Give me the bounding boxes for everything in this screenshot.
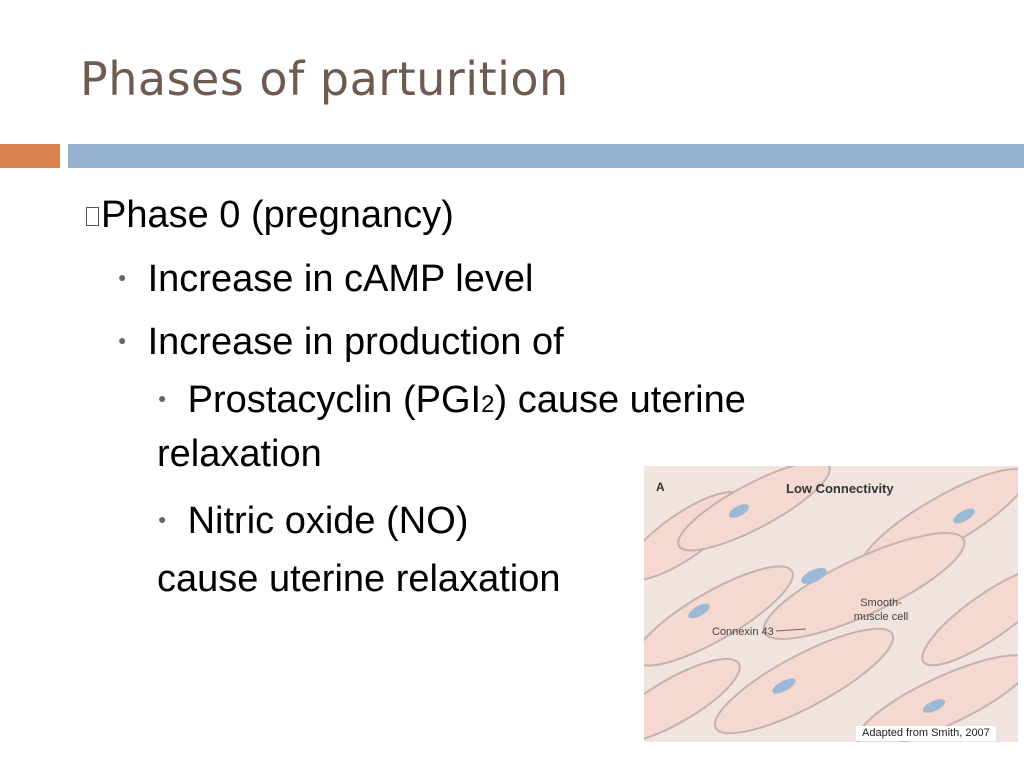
bullet-camp — [118, 255, 533, 301]
bullet-dot-icon: ● — [118, 332, 127, 348]
figure-caption: Adapted from Smith, 2007 — [856, 726, 996, 741]
bullet-dot-icon: ● — [158, 511, 167, 527]
connectivity-figure — [644, 466, 1018, 742]
accent-bar-orange — [0, 144, 60, 168]
missing-glyph-box-icon — [86, 207, 99, 226]
figure-panel-letter: A — [656, 480, 665, 494]
production-text: Increase in production of — [147, 321, 564, 363]
prostacyclin-continuation: relaxation — [157, 433, 322, 475]
bullet-nitric-oxide — [158, 497, 468, 543]
bullet-production — [118, 318, 564, 364]
prostacyclin-text-pre: Prostacyclin (PGI — [187, 379, 482, 421]
phase-text: Phase 0 (pregnancy) — [101, 194, 454, 236]
figure-title: Low Connectivity — [786, 481, 894, 496]
slide-title: Phases of parturition — [80, 52, 569, 106]
figure-label-connexin: Connexin 43 — [712, 626, 774, 638]
prostacyclin-text-post: ) cause uterine — [494, 379, 746, 421]
bullet-dot-icon: ● — [158, 390, 167, 406]
bullet-prostacyclin — [158, 376, 746, 427]
nitric-oxide-continuation: cause uterine relaxation — [157, 558, 561, 600]
prostacyclin-subscript: 2 — [481, 391, 495, 418]
nitric-oxide-text: Nitric oxide (NO) — [187, 500, 469, 542]
smooth-muscle-illustration — [644, 466, 1018, 742]
camp-text: Increase in cAMP level — [147, 258, 534, 300]
bullet-dot-icon: ● — [118, 269, 127, 285]
accent-bar-blue — [68, 144, 1024, 168]
figure-label-cell: Smooth-muscle cell — [853, 597, 909, 623]
bullet-phase-0 — [86, 193, 454, 237]
